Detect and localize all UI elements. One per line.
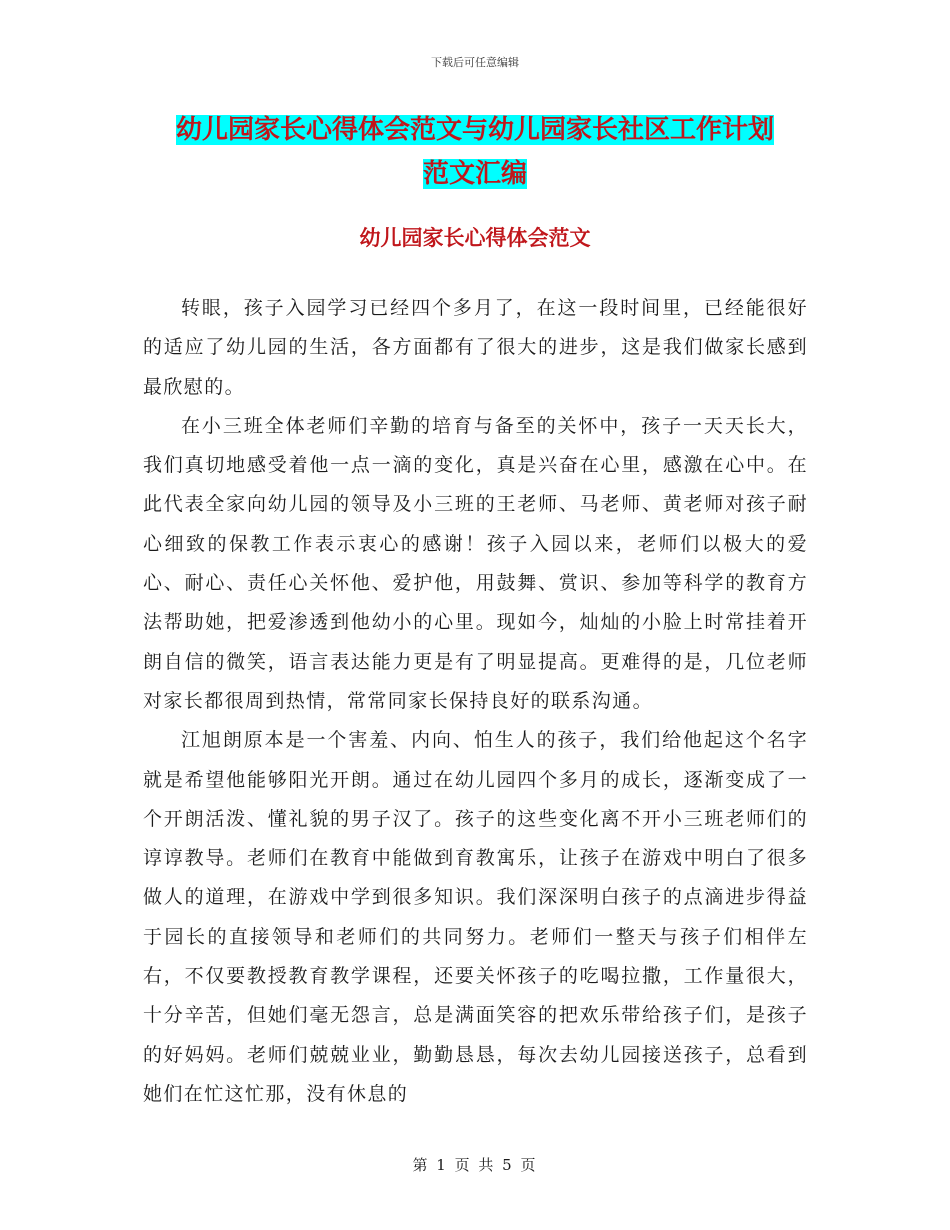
- paragraph: 江旭朗原本是一个害羞、内向、怕生人的孩子，我们给他起这个名字就是希望他能够阳光开朗。通过在幼儿园四个多月的成长，逐渐变成了一个开朗活泼、懂礼貌的男子汉了。孩子的这些变化离不开小三班老师们的谆谆教导。老师们在教育中能做到育教寓乐，让孩子在游戏中明白了很多做人的道理，在游戏中学到很多知识。我们深深明白孩子的点滴进步得益于园长的直接领导和老师们的共同努力。老师们一整天与孩子们相伴左右，不仅要教授教育教学课程，还要关怀孩子的吃喝拉撒，工作量很大，十分辛苦，但她们毫无怨言，总是满面笑容的把欢乐带给孩子们，是孩子的好妈妈。老师们兢兢业业，勤勤恳恳，每次去幼儿园接送孩子，总看到她们在忙这忙那，没有休息的: [143, 729, 808, 1105]
- paragraph: 转眼，孩子入园学习已经四个多月了，在这一段时间里，已经能很好的适应了幼儿园的生活，各方面都有了很大的进步，这是我们做家长感到最欣慰的。: [143, 297, 808, 398]
- section-heading: 幼儿园家长心得体会范文: [359, 226, 591, 250]
- document-title: [140, 108, 810, 196]
- document-title-line-2: 范文汇编: [422, 159, 527, 189]
- header-note: 下载后可任意编辑: [431, 56, 519, 69]
- page-number-footer: 第 1 页 共 5 页: [412, 1156, 538, 1174]
- document-body: [143, 289, 808, 1114]
- document-title-line-1: 幼儿园家长心得体会范文与幼儿园家长社区工作计划: [175, 115, 774, 145]
- paragraph: 在小三班全体老师们辛勤的培育与备至的关怀中，孩子一天天长大，我们真切地感受着他一点一滴的变化，真是兴奋在心里，感激在心中。在此代表全家向幼儿园的领导及小三班的王老师、马老师、黄老师对孩子耐心细致的保教工作表示衷心的感谢！孩子入园以来，老师们以极大的爱心、耐心、责任心关怀他、爱护他，用鼓舞、赏识、参加等科学的教育方法帮助她，把爱渗透到他幼小的心里。现如今，灿灿的小脸上时常挂着开朗自信的微笑，语言表达能力更是有了明显提高。更难得的是，几位老师对家长都很周到热情，常常同家长保持良好的联系沟通。: [143, 414, 808, 712]
